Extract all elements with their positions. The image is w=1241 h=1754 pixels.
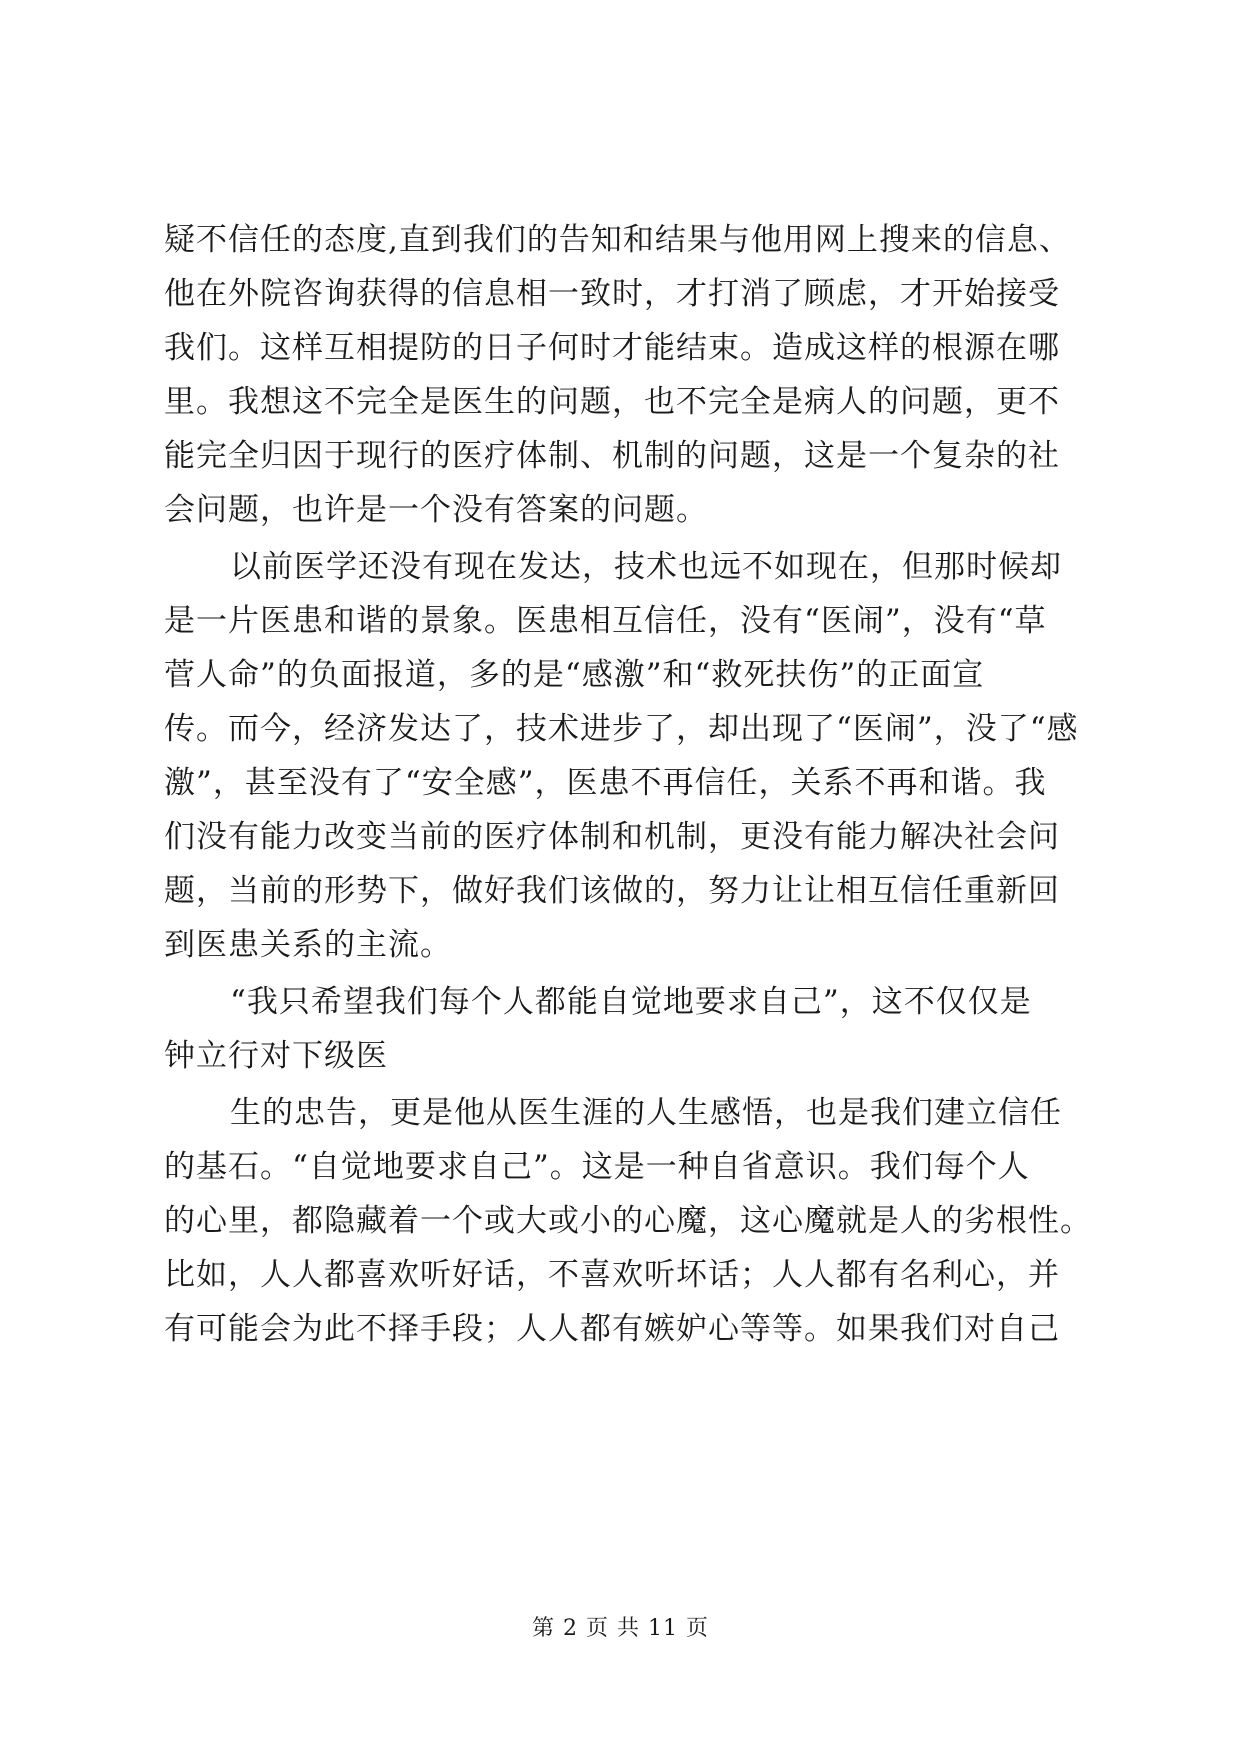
text-line: 传。而今，经济发达了，技术进步了，却出现了“医闹”，没了“感 [164, 711, 1079, 747]
text-line: 疑不信任的态度,直到我们的告知和结果与他用网上搜来的信息、 [164, 222, 1071, 258]
text-line: 钟立行对下级医 [164, 1038, 388, 1074]
text-line: 能完全归因于现行的医疗体制、机制的问题，这是一个复杂的社 [164, 438, 1060, 474]
text-line: 们没有能力改变当前的医疗体制和机制，更没有能力解决社会问 [164, 819, 1060, 855]
text-line: 菅人命”的负面报道，多的是“感激”和“救死扶伤”的正面宣 [164, 657, 985, 693]
text-line: 的心里，都隐藏着一个或大或小的心魔，这心魔就是人的劣根性。 [164, 1203, 1092, 1239]
text-line: 比如，人人都喜欢听好话，不喜欢听坏话；人人都有名利心，并 [164, 1257, 1060, 1293]
text-line: “我只希望我们每个人都能自觉地要求自己”，这不仅仅是 [230, 984, 1032, 1020]
text-line: 以前医学还没有现在发达，技术也远不如现在，但那时候却 [230, 549, 1062, 585]
text-line: 题，当前的形势下，做好我们该做的，努力让让相互信任重新回 [164, 873, 1060, 909]
text-line: 是一片医患和谐的景象。医患相互信任，没有“医闹”，没有“草 [164, 603, 1047, 639]
page-number-footer: 第 2 页 共 11 页 [532, 1616, 709, 1641]
text-line: 生的忠告，更是他从医生涯的人生感悟，也是我们建立信任 [230, 1095, 1062, 1131]
text-line: 到医患关系的主流。 [164, 927, 452, 963]
text-line: 有可能会为此不择手段；人人都有嫉妒心等等。如果我们对自己 [164, 1311, 1060, 1347]
text-line: 我们。这样互相提防的日子何时才能结束。造成这样的根源在哪 [164, 330, 1060, 366]
text-line: 激”，甚至没有了“安全感”，医患不再信任，关系不再和谐。我 [164, 765, 1047, 801]
text-line: 他在外院咨询获得的信息相一致时，才打消了顾虑，才开始接受 [164, 276, 1060, 312]
text-line: 的基石。“自觉地要求自己”。这是一种自省意识。我们每个人 [164, 1149, 1030, 1185]
text-line: 会问题，也许是一个没有答案的问题。 [164, 492, 708, 528]
text-line: 里。我想这不完全是医生的问题，也不完全是病人的问题，更不 [164, 384, 1060, 420]
